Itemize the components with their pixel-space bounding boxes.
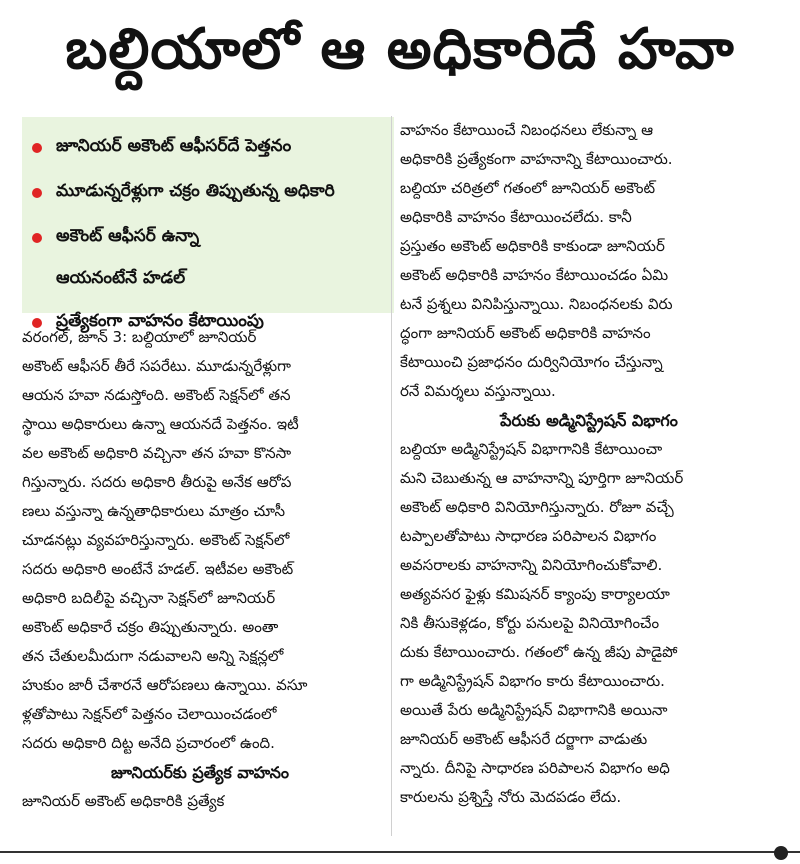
body-line: అకౌంట్ అధికారి వినియోగిస్తున్నారు. రోజూ వచ్చే [400, 498, 674, 516]
body-line: అకౌంట్ అధికారికి వాహనం కేటాయించడం ఏమి [400, 266, 669, 284]
body-line: న్నారు. దీనిపై సాధారణ పరిపాలన విభాగం అధి [400, 759, 670, 777]
body-line: అవసరాలకు వాహనాన్ని వినియోగించుకోవాలి. [400, 556, 663, 574]
body-line: వాహనం కేటాయించే నిబంధనలు లేకున్నా ఆ [400, 121, 654, 139]
body-line: గా అడ్మినిస్ట్రేషన్ విభాగం కారు కేటాయించారు. [400, 672, 665, 690]
body-line: ద్ధంగా జూనియర్ అకౌంట్ అధికారికి వాహనం [400, 324, 651, 342]
red-bullet-icon [32, 188, 42, 198]
body-line: వల అకౌంట్ అధికారి వచ్చినా తన హవా కొనసా [22, 444, 292, 462]
body-line: తన చేతులమీదుగా నడువాలని అన్ని సెక్షన్లలో [22, 647, 284, 665]
body-line: చూడనట్లు వ్యవహరిస్తున్నారు. అకౌంట్ సెక్షన్‌లో [22, 531, 290, 549]
body-line: అధికారికి ప్రత్యేకంగా వాహనాన్ని కేటాయించారు. [400, 150, 673, 168]
body-line: అధికారికి వాహనం కేటాయించలేదు. కానీ [400, 208, 632, 226]
body-line: టప్పాలతోపాటు సాధారణ పరిపాలన విభాగం [400, 527, 657, 545]
body-line: వరంగల్, జూన్ 3: బల్దియాలో జూనియర్ [22, 328, 257, 346]
body-line: రనే విమర్శలు వస్తున్నాయి. [400, 382, 556, 400]
body-line: ణలు వస్తున్నా ఉన్నతాధికారులు మాత్రం చూసీ [22, 502, 286, 520]
body-line: దుకు కేటాయించారు. గతంలో ఉన్న జీపు పాడైపో [400, 643, 678, 661]
body-line: జూనియర్ అకౌంట్ అధికారికి ప్రత్యేక [22, 792, 225, 810]
article-headline: బల్దియాలో ఆ అధికారిదే హవా [65, 16, 735, 82]
highlight-text: అకౌంట్ ఆఫీసర్ ఉన్నా [56, 225, 200, 246]
body-line: అకౌంట్ ఆఫీసర్ తీరే సపరేటు. మూడున్నరేళ్లుగా [22, 357, 291, 375]
highlight-text: మూడున్నరేళ్లుగా చక్రం తిప్పుతున్న అధికారి [56, 180, 335, 201]
highlight-text: జూనియర్ అకౌంట్ ఆఫీసర్‌దే పెత్తనం [56, 135, 292, 156]
body-line: బల్దియా చరిత్రలో గతంలో జూనియర్ అకౌంట్ [400, 179, 656, 197]
body-line: ళ్లతోపాటు సెక్షన్‌లో పెత్తనం చెలాయించడంలో [22, 705, 277, 723]
body-line: సదరు అధికారి అంటేనే హడల్. ఇటీవల అకౌంట్ [22, 560, 294, 578]
body-line: మని చెబుతున్న ఆ వాహనాన్ని పూర్తిగా జూనియర్ [400, 469, 684, 487]
highlight-text: ఆయనంటేనే హడల్ [56, 268, 186, 288]
body-line: అకౌంట్ అధికారే చక్రం తిప్పుతున్నారు. అంతా [22, 618, 279, 636]
body-line: బల్దియా అడ్మినిస్ట్రేషన్ విభాగానికి కేటాయించా [400, 440, 663, 458]
body-line: సదరు అధికారి దిట్ట అనేది ప్రచారంలో ఉంది. [22, 734, 275, 752]
column-divider [391, 116, 392, 836]
page-corner-mark-icon [774, 846, 788, 860]
highlights-box [22, 117, 394, 331]
bottom-rule [0, 851, 800, 853]
red-bullet-icon [32, 233, 42, 243]
body-line: కేటాయించి ప్రజాధనం దుర్వినియోగం చేస్తున్నా [400, 353, 663, 371]
body-line: జూనియర్ అకౌంట్ ఆఫీసరే దర్జాగా వాడుతు [400, 730, 648, 748]
body-line: నికి తీసుకెళ్లడం, కోర్టు పనులపై వినియోగించేం [400, 614, 660, 632]
body-line: ఆయన హవా నడుస్తోంది. అకౌంట్ సెక్షన్‌లో తన [22, 386, 291, 404]
section-subhead: పేరుకు అడ్మినిస్ట్రేషన్ విభాగం [500, 411, 678, 430]
body-line: అధికారి బదిలీపై వచ్చినా సెక్షన్‌లో జూనియర్ [22, 589, 276, 607]
body-line: ప్రస్తుతం అకౌంట్ అధికారికి కాకుండా జూనియర్ [400, 237, 665, 255]
body-line: అత్యవసర ఫైళ్లు కమిషనర్ క్యాంపు కార్యాలయా [400, 585, 670, 603]
article-left-column [22, 323, 378, 816]
body-line: కారులను ప్రశ్నిస్తే నోరు మెదపడం లేదు. [400, 788, 622, 806]
body-line: గిస్తున్నారు. సదరు అధికారి తీరుపై అనేక ఆరోప [22, 473, 292, 491]
body-line: టనే ప్రశ్నలు వినిపిస్తున్నాయి. నిబంధనలకు విరు [400, 295, 673, 313]
body-line: అయితే పేరు అడ్మినిస్ట్రేషన్ విభాగానికి అయినా [400, 701, 668, 719]
article-right-column [400, 116, 778, 812]
body-line: హుకుం జారీ చేశారనే ఆరోపణలు ఉన్నాయి. వసూ [22, 676, 308, 694]
highlight-item [32, 125, 384, 170]
body-line: స్థాయి అధికారులు ఉన్నా ఆయనదే పెత్తనం. ఇటీ [22, 415, 299, 433]
highlight-text: ప్రత్యేకంగా వాహనం కేటాయింపు [56, 310, 264, 331]
section-subhead: జూనియర్‌కు ప్రత్యేక వాహనం [111, 763, 289, 782]
highlight-item [32, 170, 384, 215]
highlight-item-continuation [32, 260, 384, 300]
highlight-item [32, 215, 384, 260]
red-bullet-icon [32, 143, 42, 153]
